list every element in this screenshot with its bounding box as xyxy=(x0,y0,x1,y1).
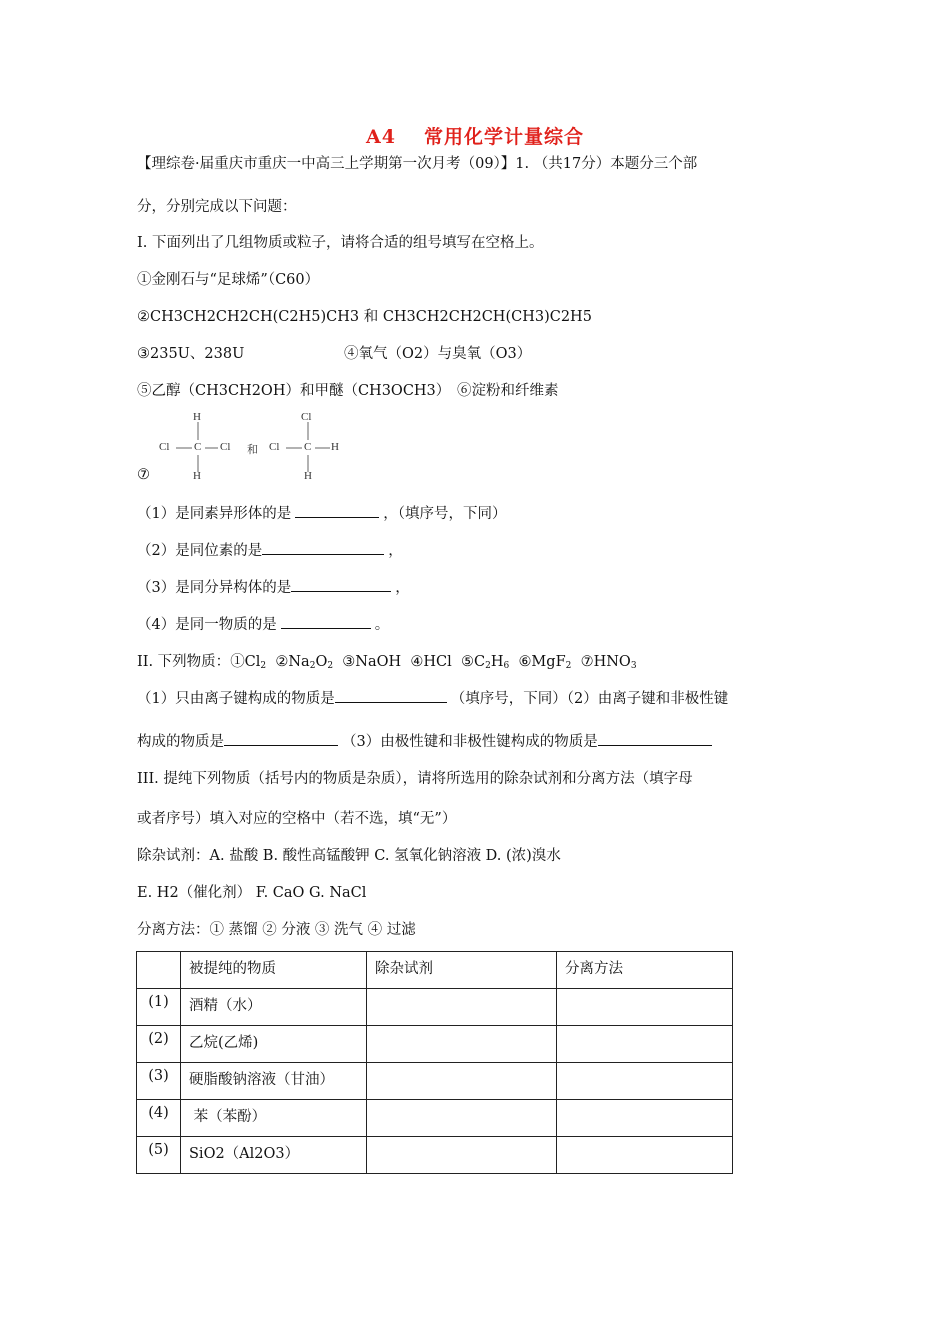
table-header-cell: 分离方法 xyxy=(557,952,733,989)
part2-q2-text: 构成的物质是 xyxy=(137,734,224,750)
title-text: 常用化学计量综合 xyxy=(423,126,584,148)
part3-methods: 分离方法：① 蒸馏 ② 分液 ③ 洗气 ④ 过滤 xyxy=(137,922,416,938)
substance-2-sub-2: 2 xyxy=(327,661,334,671)
q4-answer-blank[interactable] xyxy=(281,614,371,629)
mol-and: 和 xyxy=(247,444,258,456)
q1-answer-blank[interactable] xyxy=(295,503,379,518)
q2-suffix: ， xyxy=(388,543,403,559)
table-header-row xyxy=(137,952,733,989)
part2-q3-blank[interactable] xyxy=(598,731,712,746)
substance-2: ②Na xyxy=(275,654,310,670)
part2-question-line-2 xyxy=(137,730,716,751)
mol-b-right: H xyxy=(331,441,339,453)
table-row xyxy=(137,1026,733,1063)
page-title xyxy=(0,122,950,149)
part1-q1 xyxy=(137,502,506,523)
method-answer-cell[interactable] xyxy=(557,1137,733,1174)
substance-4: ④HCl xyxy=(410,654,452,670)
part2-q1-text: （1）只由离子键构成的物质是 xyxy=(137,691,335,707)
substance-5-sub-2: 6 xyxy=(503,661,510,671)
part1-q2 xyxy=(137,539,403,560)
substance-6: ⑥MgF xyxy=(518,654,566,670)
q1-text: （1）是同素异形体的是 xyxy=(137,506,292,522)
reagent-answer-cell[interactable] xyxy=(367,1026,557,1063)
substance-6-sub: 2 xyxy=(565,661,572,671)
part3-reagents-line-1: 除杂试剂：A. 盐酸 B. 酸性高锰酸钾 C. 氢氧化钠溶液 D. (浓)溴水 xyxy=(137,848,561,864)
part2-substances xyxy=(137,650,637,671)
reagent-answer-cell[interactable] xyxy=(367,1100,557,1137)
part1-item-1: ①金刚石与“足球烯”（C60） xyxy=(137,272,320,288)
reagent-answer-cell[interactable] xyxy=(367,1137,557,1174)
mol-a-top: H xyxy=(193,411,201,423)
table-row xyxy=(137,1137,733,1174)
table-row xyxy=(137,1063,733,1100)
q2-text: （2）是同位素的是 xyxy=(137,543,263,559)
row-number: (3) xyxy=(137,1063,181,1100)
mol-a-bottom: H xyxy=(193,470,201,482)
part2-question-line-1 xyxy=(137,687,728,708)
part2-heading: II. 下列物质： xyxy=(137,654,231,670)
method-answer-cell[interactable] xyxy=(557,1100,733,1137)
part1-item-7-marker: ⑦ xyxy=(137,467,150,483)
row-number: (2) xyxy=(137,1026,181,1063)
table-row xyxy=(137,989,733,1026)
part2-q1-blank[interactable] xyxy=(335,688,447,703)
part3-heading-line-1: III. 提纯下列物质（括号内的物质是杂质），请将所选用的除杂试剂和分离方法（填字母 xyxy=(137,771,693,787)
substance-cell: 乙烷(乙烯) xyxy=(181,1026,367,1063)
substance-1-sub: 2 xyxy=(260,661,267,671)
substance-1: ①Cl xyxy=(230,654,261,670)
part3-heading-line-2: 或者序号）填入对应的空格中（若不选，填“无”） xyxy=(137,811,457,827)
part1-item-2: ②CH3CH2CH2CH(C2H5)CH3 和 CH3CH2CH2CH(CH3)C2H5 xyxy=(137,309,592,325)
substance-cell: SiO2（Al2O3） xyxy=(181,1137,367,1174)
method-answer-cell[interactable] xyxy=(557,989,733,1026)
substance-5-mid: H xyxy=(490,654,504,670)
title-code: A4 xyxy=(366,126,396,148)
q4-suffix: 。 xyxy=(374,617,390,633)
mol-a-center: C xyxy=(194,441,202,453)
q2-answer-blank[interactable] xyxy=(262,540,384,555)
part2-q1-suffix: （填序号，下同）（2）由离子键和非极性键 xyxy=(450,691,729,707)
row-number: (1) xyxy=(137,989,181,1026)
mol-a-right: Cl xyxy=(220,441,231,453)
q1-suffix: ，（填序号，下同） xyxy=(383,506,507,522)
substance-5-sub-1: 2 xyxy=(485,661,491,671)
intro-line-1: 【理综卷·届重庆市重庆一中高三上学期第一次月考（09）】1. （共17分）本题分三个部 xyxy=(137,156,698,172)
part1-item-5: ⑤乙醇（CH3CH2OH）和甲醚（CH3OCH3） xyxy=(137,383,451,399)
part3-reagents-line-2: E. H2（催化剂） F. CaO G. NaCl xyxy=(137,885,367,901)
reagent-answer-cell[interactable] xyxy=(367,989,557,1026)
method-answer-cell[interactable] xyxy=(557,1063,733,1100)
intro-line-2: 分，分别完成以下问题： xyxy=(137,199,297,215)
part1-heading: I. 下面列出了几组物质或粒子，请将合适的组号填写在空格上。 xyxy=(137,235,544,251)
part2-q2-blank[interactable] xyxy=(224,731,338,746)
substance-cell: 硬脂酸钠溶液（甘油） xyxy=(181,1063,367,1100)
mol-b-top: Cl xyxy=(301,411,312,423)
table-header-cell: 被提纯的物质 xyxy=(181,952,367,989)
q3-text: （3）是同分异构体的是 xyxy=(137,580,292,596)
part1-q4 xyxy=(137,613,389,634)
q3-suffix: ， xyxy=(395,580,410,596)
reagent-answer-cell[interactable] xyxy=(367,1063,557,1100)
purification-table xyxy=(136,951,733,1174)
substance-2-sub-1: 2 xyxy=(309,661,316,671)
part2-q3-text: （3）由极性键和非极性键构成的物质是 xyxy=(342,734,598,750)
substance-cell: 苯（苯酚） xyxy=(181,1100,367,1137)
substance-5: ⑤C xyxy=(461,654,486,670)
substance-3: ③NaOH xyxy=(342,654,402,670)
substance-2-mid: O xyxy=(315,654,328,670)
mol-a-left: Cl xyxy=(159,441,170,453)
q3-answer-blank[interactable] xyxy=(291,577,391,592)
substance-7-sub: 3 xyxy=(630,661,637,671)
mol-b-center: C xyxy=(304,441,312,453)
row-number: (4) xyxy=(137,1100,181,1137)
table-header-cell xyxy=(137,952,181,989)
row-number: (5) xyxy=(137,1137,181,1174)
part1-item-3: ③235U、238U xyxy=(137,346,245,362)
substance-cell: 酒精（水） xyxy=(181,989,367,1026)
q4-text: （4）是同一物质的是 xyxy=(137,617,277,633)
mol-b-bottom: H xyxy=(304,470,312,482)
mol-b-left: Cl xyxy=(269,441,280,453)
substance-7: ⑦HNO xyxy=(580,654,631,670)
part1-item-6: ⑥淀粉和纤维素 xyxy=(457,383,559,399)
part1-item-4: ④氧气（O2）与臭氧（O3） xyxy=(344,346,532,362)
table-header-cell: 除杂试剂 xyxy=(367,952,557,989)
part1-q3 xyxy=(137,576,410,597)
table-row xyxy=(137,1100,733,1137)
method-answer-cell[interactable] xyxy=(557,1026,733,1063)
